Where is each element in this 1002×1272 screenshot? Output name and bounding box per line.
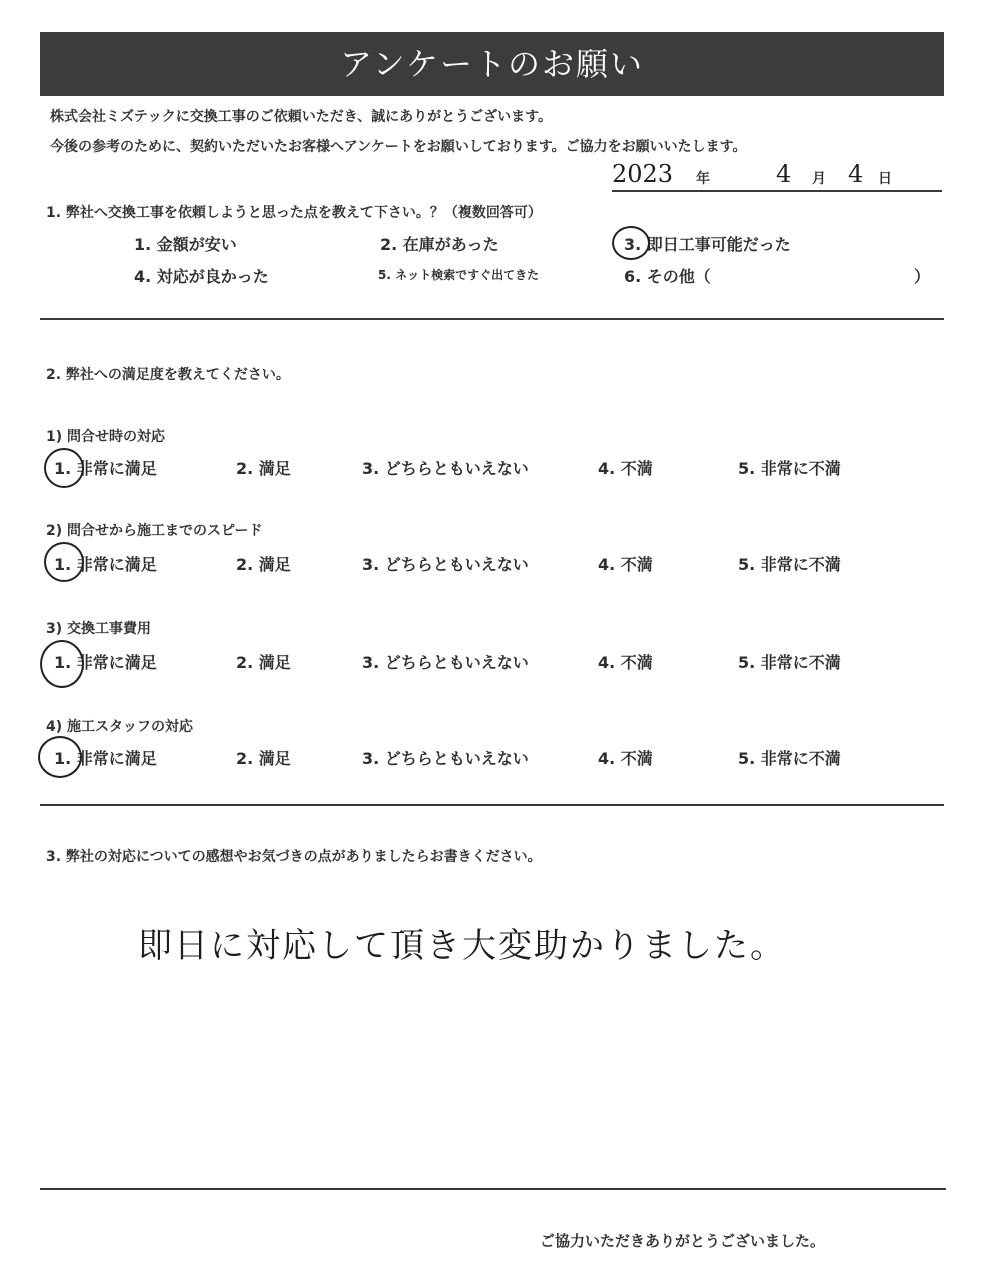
q2-item-2-opt-2: 2. 満足: [236, 555, 291, 574]
q2-item-1-opt-4: 4. 不満: [598, 459, 653, 478]
q2-item-4-opt-2: 2. 満足: [236, 749, 291, 768]
q2-item-1-opt-1: 1. 非常に満足: [54, 459, 157, 478]
q2-item-3-label: 3) 交換工事費用: [46, 621, 152, 637]
q2-item-2-opt-3: 3. どちらともいえない: [362, 555, 529, 574]
q2-item-3-selected-mark: [40, 640, 84, 688]
q2-item-3-opt-3: 3. どちらともいえない: [362, 653, 529, 672]
q2-item-3-opt-1: 1. 非常に満足: [54, 653, 157, 672]
q2-item-4-opt-3: 3. どちらともいえない: [362, 749, 529, 768]
q2-item-2-selected-mark: [44, 542, 84, 582]
q2-item-4-selected-mark: [38, 736, 82, 778]
q2-item-4-opt-1: 1. 非常に満足: [54, 749, 157, 768]
date-year: 2023: [612, 160, 674, 188]
q1-option-6: 6. その他（: [624, 267, 711, 286]
q1-option-4: 4. 対応が良かった: [134, 267, 269, 286]
q2-item-2-opt-5: 5. 非常に不満: [738, 555, 841, 574]
q2-title: 2. 弊社への満足度を教えてください。: [46, 367, 290, 383]
q3-answer: 即日に対応して頂き大変助かりました。: [138, 926, 786, 966]
q2-item-3-opt-5: 5. 非常に不満: [738, 653, 841, 672]
divider-1: [40, 318, 944, 320]
q1-selected-mark: [612, 226, 650, 260]
q2-item-3-opt-4: 4. 不満: [598, 653, 653, 672]
q2-item-1-label: 1) 問合せ時の対応: [46, 429, 166, 445]
q1-option-6-close: ）: [914, 267, 931, 286]
date-month-unit: 月: [812, 171, 826, 187]
q2-item-3-opt-2: 2. 満足: [236, 653, 291, 672]
footer-thanks: ご協力いただきありがとうございました。: [540, 1232, 826, 1250]
q2-item-4-opt-5: 5. 非常に不満: [738, 749, 841, 768]
q3-title: 3. 弊社の対応についての感想やお気づきの点がありましたらお書きください。: [46, 849, 542, 865]
date-year-unit: 年: [696, 171, 710, 187]
q1-option-2: 2. 在庫があった: [380, 235, 499, 254]
q2-item-4-label: 4) 施工スタッフの対応: [46, 719, 194, 735]
intro-line-1: 株式会社ミズテックに交換工事のご依頼いただき、誠にありがとうございます。: [50, 109, 553, 125]
q1-option-3: 3. 即日工事可能だった: [624, 235, 791, 254]
q2-item-2-opt-4: 4. 不満: [598, 555, 653, 574]
q2-item-1-opt-2: 2. 満足: [236, 459, 291, 478]
date-day: 4: [848, 160, 864, 188]
q2-item-2-opt-1: 1. 非常に満足: [54, 555, 157, 574]
divider-3: [40, 1188, 946, 1190]
date-day-unit: 日: [878, 171, 892, 187]
q2-item-1-opt-5: 5. 非常に不満: [738, 459, 841, 478]
q1-title: 1. 弊社へ交換工事を依頼しようと思った点を教えて下さい。？（複数回答可）: [46, 205, 542, 221]
q2-item-4-opt-4: 4. 不満: [598, 749, 653, 768]
date-underline: [612, 190, 942, 192]
divider-2: [40, 804, 944, 806]
q2-item-1-opt-3: 3. どちらともいえない: [362, 459, 529, 478]
q2-item-1-selected-mark: [44, 448, 84, 488]
intro-line-2: 今後の参考のために、契約いただいたお客様へアンケートをお願いしております。ご協力をお願いいたします。: [50, 139, 747, 155]
q1-option-5: 5. ネット検索ですぐ出てきた: [378, 268, 540, 282]
q1-option-1: 1. 金額が安い: [134, 235, 237, 254]
survey-title: アンケートのお願い: [40, 32, 944, 96]
q2-item-2-label: 2) 問合せから施工までのスピード: [46, 523, 263, 539]
date-month: 4: [776, 160, 792, 188]
